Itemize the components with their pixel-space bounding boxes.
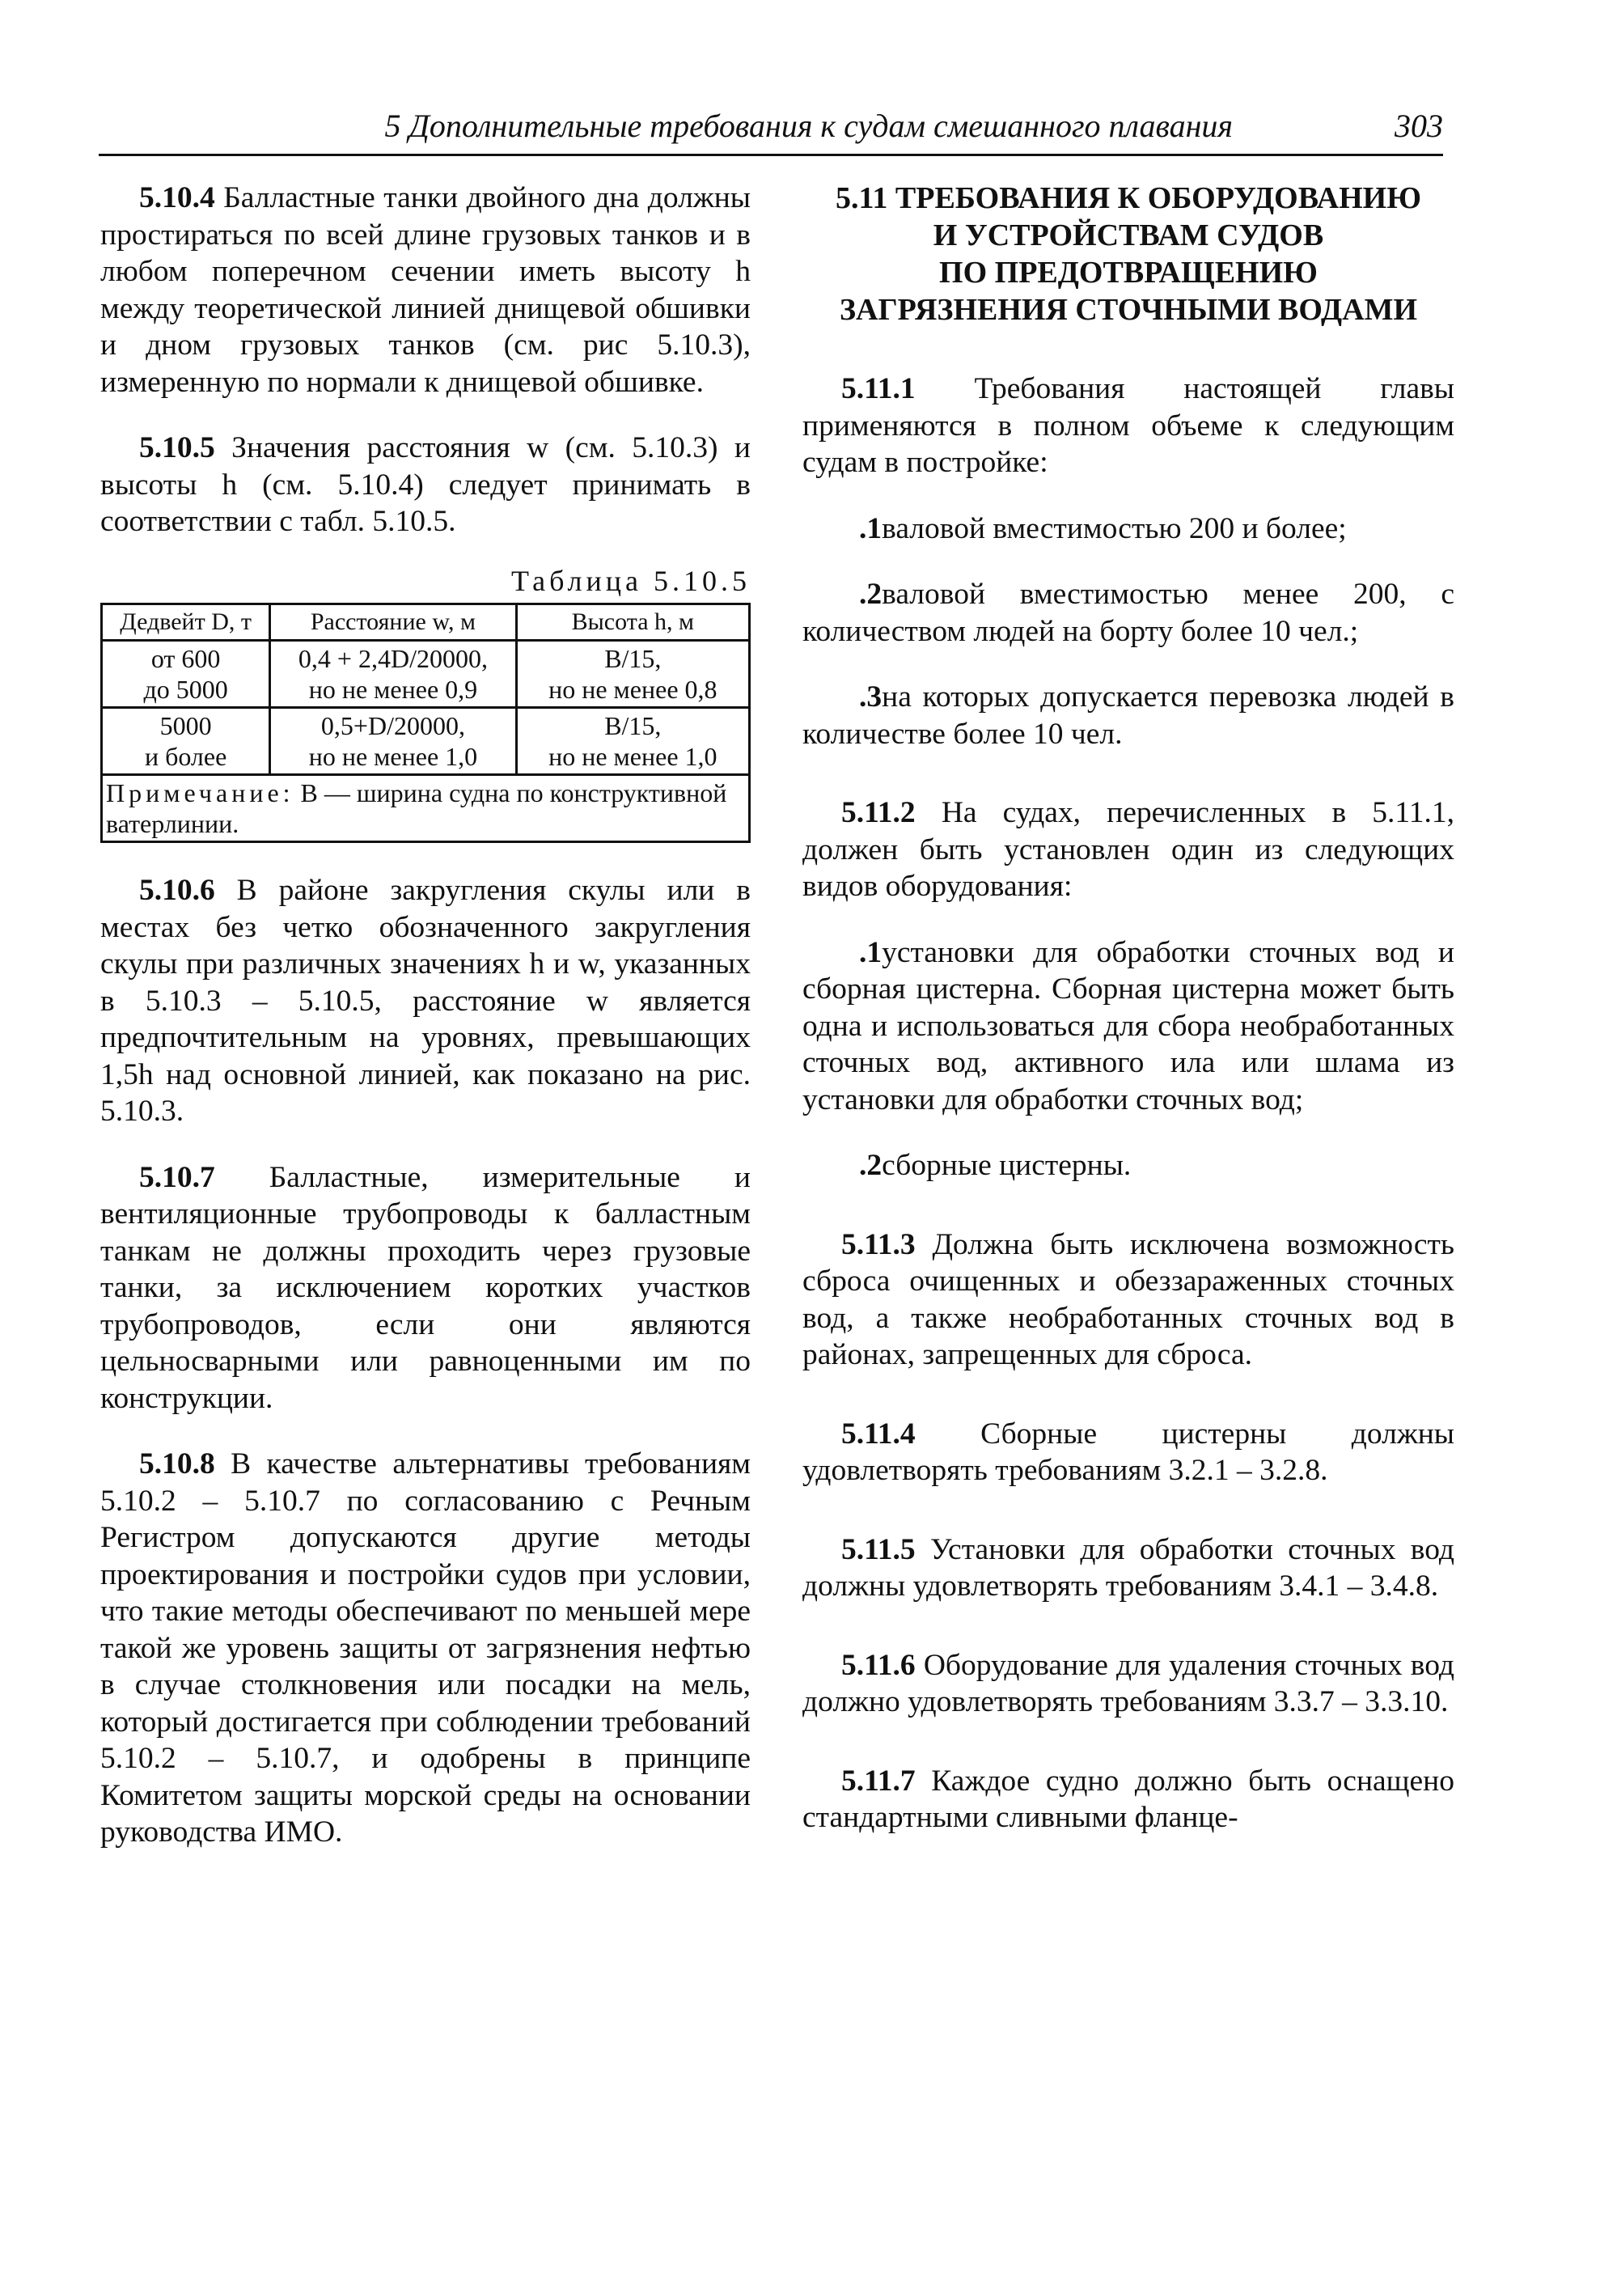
paragraph-5-11-4 <box>802 1416 1454 1489</box>
paragraph-5-10-8 <box>100 1446 751 1851</box>
clause-number: 5.11.7 <box>841 1764 916 1798</box>
paragraph-5-11-2 <box>802 794 1454 905</box>
clause-text: Балластные, измерительные и вентиляционные трубопроводы к балластным танкам не должны проходить через грузовые танки, за исключением коротких участков трубопроводов, если они являются цельносварными или равноценными им по конструкции. <box>100 1160 751 1415</box>
table-header-deadweight: Дедвейт D, т <box>102 604 270 641</box>
table-cell <box>270 708 516 775</box>
heading-line: 5.11 ТРЕБОВАНИЯ К ОБОРУДОВАНИЮ <box>835 181 1422 215</box>
paragraph-5-10-7 <box>100 1159 751 1417</box>
clause-number: 5.11.5 <box>841 1532 916 1566</box>
note-text: B — ширина судна по конструктивной ватерлинии. <box>106 778 727 838</box>
page-header <box>99 104 1443 156</box>
cell-line: 5000 <box>159 711 212 740</box>
clause-number: 5.11.2 <box>841 796 916 829</box>
paragraph-5-11-1 <box>802 371 1454 481</box>
table-note-row <box>102 775 750 842</box>
cell-line: но не менее 0,8 <box>548 675 717 704</box>
cell-line: 0,4 + 2,4D/20000, <box>298 644 488 673</box>
cell-line: 0,5+D/20000, <box>320 711 465 740</box>
item-number: .1 <box>859 935 883 969</box>
table-cell <box>516 641 749 708</box>
item-number: .1 <box>859 511 883 545</box>
list-item <box>802 510 1454 548</box>
table-header-row <box>102 604 750 641</box>
clause-text: На судах, перечисленных в 5.11.1, должен быть установлен один из следующих видов оборудования: <box>802 796 1454 903</box>
right-column <box>802 180 1454 1836</box>
table-header-distance: Расстояние w, м <box>270 604 516 641</box>
clause-text: Каждое судно должно быть оснащено стандартными сливными фланце- <box>802 1764 1455 1834</box>
paragraph-5-11-7 <box>802 1763 1454 1836</box>
cell-line: но не менее 1,0 <box>308 742 478 771</box>
table-row <box>102 708 750 775</box>
clause-text: Оборудование для удаления сточных вод должно удовлетворять требованиям 3.3.7 – 3.3.10. <box>802 1648 1455 1718</box>
cell-line: от 600 <box>150 644 221 673</box>
cell-line: но не менее 0,9 <box>308 675 478 704</box>
list-item <box>802 1147 1454 1184</box>
table-caption: Таблица 5.10.5 <box>511 564 751 597</box>
clause-text: Требования настоящей главы применяются в полном объеме к следующим судам в постройке: <box>802 372 1455 479</box>
heading-line: ЗАГРЯЗНЕНИЯ СТОЧНЫМИ ВОДАМИ <box>839 293 1418 327</box>
note-label: Примечание: <box>106 778 294 807</box>
table-row <box>102 641 750 708</box>
clause-number: 5.10.5 <box>139 431 215 464</box>
heading-line: ПО ПРЕДОТВРАЩЕНИЮ <box>939 256 1318 290</box>
cell-line: и более <box>144 742 227 771</box>
item-text: валовой вместимостью менее 200, с количеством людей на борту более 10 чел.; <box>802 578 1454 648</box>
clause-number: 5.11.4 <box>841 1417 916 1451</box>
item-text: на которых допускается перевозка людей в количестве более 10 чел. <box>802 680 1454 751</box>
running-title: 5 Дополнительные требования к судам смешанного плавания <box>384 108 1233 144</box>
list-item <box>802 679 1454 752</box>
left-column <box>100 180 751 1851</box>
paragraph-5-10-4 <box>100 180 751 400</box>
clause-number: 5.10.8 <box>139 1447 215 1481</box>
paragraph-5-10-6 <box>100 872 751 1130</box>
cell-line: до 5000 <box>143 675 228 704</box>
paragraph-5-10-5 <box>100 430 751 540</box>
cell-line: но не менее 1,0 <box>548 742 717 771</box>
clause-number: 5.10.7 <box>139 1160 215 1194</box>
heading-line: И УСТРОЙСТВАМ СУДОВ <box>933 218 1324 252</box>
clause-text: Установки для обработки сточных вод должны удовлетворять требованиям 3.4.1 – 3.4.8. <box>802 1532 1454 1603</box>
clause-number: 5.10.4 <box>139 181 215 214</box>
cell-line: B/15, <box>604 644 662 673</box>
item-text: установки для обработки сточных вод и сборная цистерна. Сборная цистерна может быть одна и использоваться для сбора необработанных сточных вод, активного ила или шлама из установки для обработки сточных вод; <box>802 935 1454 1116</box>
table-header-height: Высота h, м <box>516 604 749 641</box>
clause-number: 5.10.6 <box>139 874 215 907</box>
clause-number: 5.11.6 <box>841 1648 916 1682</box>
page-number: 303 <box>1395 108 1443 144</box>
clause-text: В качестве альтернативы требованиям 5.10.2 – 5.10.7 по согласованию с Речным Регистром допускаются другие методы проектирования и постройки судов при условии, что такие методы обеспечивают по меньшей мере такой же уровень защиты от загрязнения нефтью в случае столкновения или посадки на мель, который достигается при соблюдении требований 5.10.2 – 5.10.7, и одобрены в принципе Комитетом защиты морской среды на основании руководства ИМО. <box>100 1447 751 1849</box>
table-cell <box>270 641 516 708</box>
item-number: .2 <box>859 1149 883 1182</box>
list-item <box>802 576 1454 650</box>
table-note <box>102 775 750 842</box>
paragraph-5-11-3 <box>802 1226 1454 1374</box>
item-number: .3 <box>859 680 883 714</box>
clause-number: 5.11.1 <box>841 372 916 405</box>
paragraph-5-11-5 <box>802 1531 1454 1605</box>
item-text: валовой вместимостью 200 и более; <box>882 511 1347 545</box>
clause-text: В районе закругления скулы или в местах без четко обозначенного закругления скулы при различных значениях h и w, указанных в 5.10.3 – 5.10.5, расстояние w является предпочтительным на уровнях, превышающих 1,5h над основной линией, как показано на рис. 5.10.3. <box>100 874 751 1128</box>
clause-text: Должна быть исключена возможность сброса очищенных и обеззараженных сточных вод, а также необработанных сточных вод в районах, запрещенных для сброса. <box>802 1227 1454 1371</box>
section-heading-5-11 <box>802 180 1454 328</box>
paragraph-5-11-6 <box>802 1647 1454 1721</box>
clause-text: Балластные танки двойного дна должны простираться по всей длине грузовых танков и в любом поперечном сечении иметь высоту h между теоретической линией днищевой обшивки и дном грузовых танков (см. рис 5.10.3), измеренную по нормали к днищевой обшивке. <box>100 181 751 399</box>
table-cell <box>102 641 270 708</box>
clause-text: Сборные цистерны должны удовлетворять требованиям 3.2.1 – 3.2.8. <box>802 1417 1454 1487</box>
clause-text: Значения расстояния w (см. 5.10.3) и высоты h (см. 5.10.4) следует принимать в соответствии с табл. 5.10.5. <box>100 431 751 538</box>
cell-line: B/15, <box>604 711 662 740</box>
list-item <box>802 934 1454 1119</box>
table-cell <box>102 708 270 775</box>
table-5-10-5 <box>100 603 751 843</box>
clause-number: 5.11.3 <box>841 1227 916 1261</box>
item-number: .2 <box>859 578 883 611</box>
item-text: сборные цистерны. <box>882 1149 1132 1182</box>
table-cell <box>516 708 749 775</box>
